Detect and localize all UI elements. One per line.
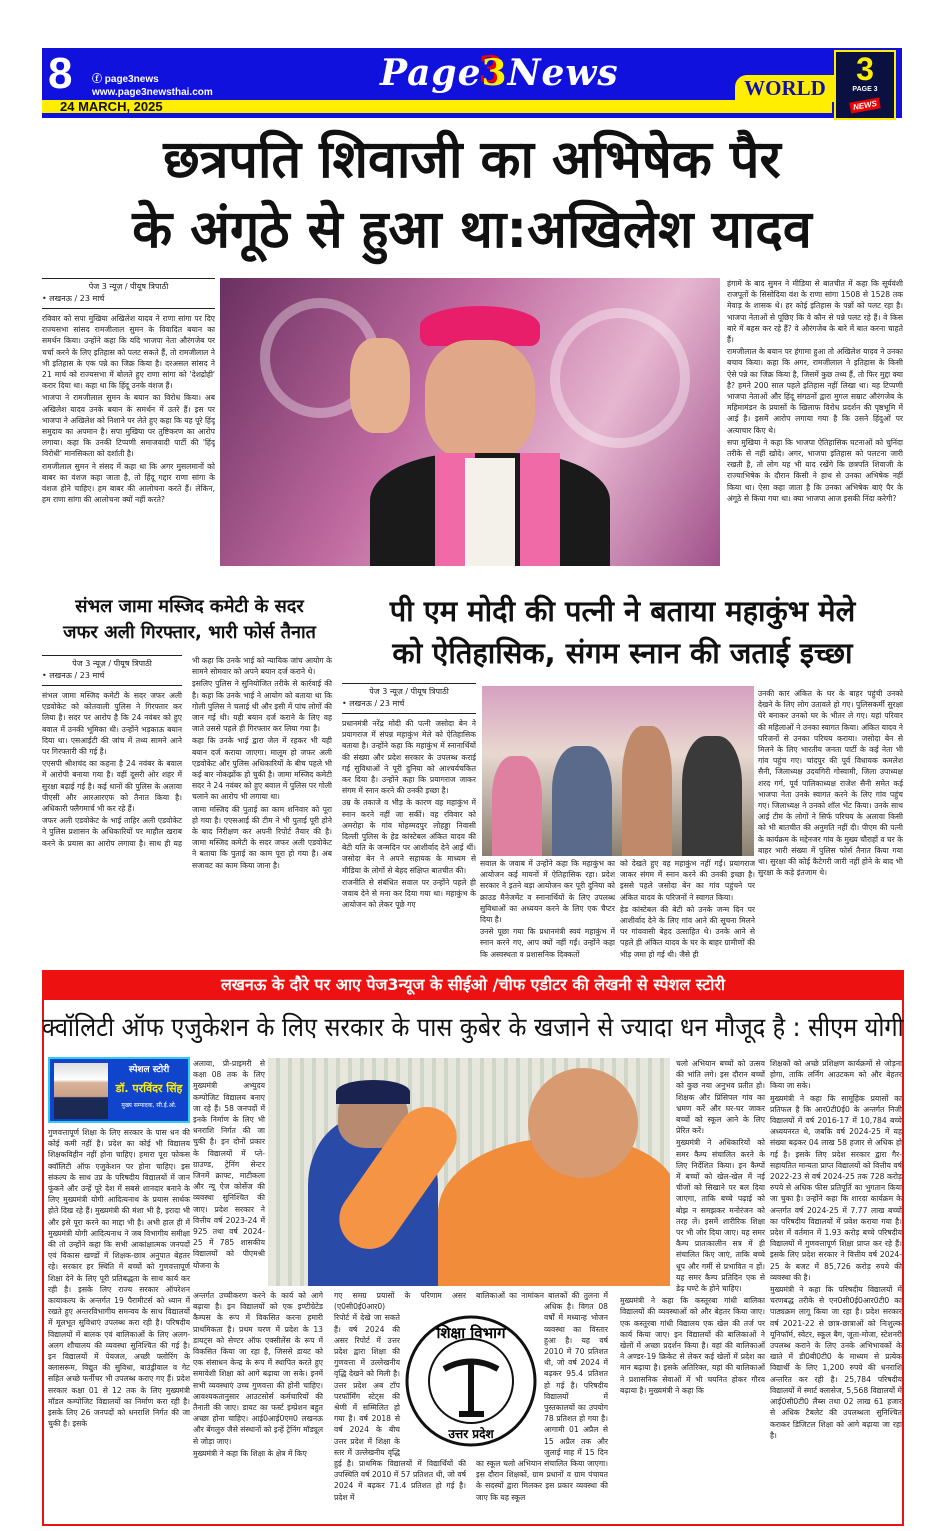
- modi-column-2: सवाल के जवाब में उन्होंने कहा कि महाकुंभ का आयोजन कई मायनों में ऐतिहासिक रहा। प्रदेश सरकार ने इतने बड़ा आयोजन कर पूरी दुनिया को क्राउड मैनेजमेंट व स्नानार्थियों के लिए उपलब्ध सुविधाओं का अध्ययन करने के लिए एक चैप्टर दिया है। उनसे पूछा गया कि प्रधानमंत्री स्वयं महाकुंभ में स्नान करने गए, आप क्यों नहीं गईं। उन्होंने कहा कि अस्वस्थता व प्रशासनिक दिक्कतों: [480, 859, 615, 959]
- brand-badge: 3 PAGE 3 NEWS: [834, 50, 896, 120]
- cm-yogi-photo: [268, 1058, 670, 1286]
- yogi-column-3: गए समग्र प्रयासों के परिणाम असर (ए0सी0ई0आर0) रिपोर्ट में देखे जा सकते हैं। वर्ष 2024 की असर रिपोर्ट में उत्तर प्रदेश द्वारा शिक्षा की गुणवत्ता में उल्लेखनीय वृद्धि देखने को मिली है। उत्तर प्रदेश अब टॉप परफॉर्मिंग स्टेट्स की श्रेणी में सम्मिलित हो गया है। वर्ष 2018 से वर्ष 2024 के बीच उत्तर प्रदेश में शिक्षा के स्तर में उल्लेखनीय वृद्धि हुई है। प्राथमिक विद्यालयों में विद्यार्थियों की उपस्थिति वर्ष 2010 में 57 प्रतिशत थी, जो वर्ष 2024 में बढ़कर 71.4 प्रतिशत हो गई है। प्रदेश में: [334, 1291, 466, 1502]
- author-box: [48, 1057, 190, 1123]
- yogi-column-5: चलो अभियान बच्चों को उत्सव की भांति लगे। इस दौरान बच्चों को कुछ नया अनुभव प्रतीत हो। शिक्षक और प्रिंसिपल गांव का भ्रमण करें और घर-घर जाकर बच्चों को स्कूल आने के लिए प्रेरित करें। मुख्यमंत्री ने अधिकारियों को समर कैम्प संचालित करने के लिए निर्देशित किया। इन कैम्पों में बच्चों को खेल-खेल में नई चीजों को सिखाने पर बल दिया जाएगा, ताकि बच्चे पढ़ाई को बोझ न समझकर मनोरंजन को तरह लें। इसमें शारीरिक शिक्षा पर भी जोर दिया जाए। यह समर कैम्प प्रातःकालीन सत्र में ही संचालित किए जाएं, ताकि बच्चे धूप और गर्मी से प्रभावित न हों। यह समर कैम्प प्रतिदिन एक से डेढ़ घण्टे के होने चाहिए। मुख्यमंत्री ने कहा कि कस्तूरबा गांधी बालिका विद्यालयों की व्यवस्थाओं को और बेहतर किया जाए। एक कस्तूरबा गांधी विद्यालय एक खेल की तर्ज पर कार्य किया जाए। इन विद्यालयों की बालिकाओं ने खेलों में अच्छा प्रदर्शन किया है। वहां की बालिकाओं ने अण्डर-19 क्रिकेट से लेकर कई खेलों में प्रदेश का मान बढ़ाया है। इसके अतिरिक्त, यहां की बालिकाओं ने प्रशासनिक सेवाओं में भी चयनित होकर गौरव बढ़ाया है। मुख्यमंत्री ने कहा कि: [620, 1059, 765, 1395]
- social-links: [92, 73, 213, 99]
- sambhal-headline-line-2: जफर अली गिरफ्तार, भारी फोर्स तैनात: [63, 622, 316, 643]
- modi-column-3: को देखते हुए वह महाकुंभ नहीं गईं। प्रयागराज जाकर संगम में स्नान करने की उनकी इच्छा है। इससे पहले जसोदा बेन का गांव पहुंचने पर अंकित यादव के परिजनों ने स्वागत किया। हेड कांस्टेबल की बेटी को उनके जन्म दिन पर आशीर्वाद देने के लिए गांव आने की सूचना मिलने पर गांववासी बेहद उत्साहित थे। उनके आने से पहले ही अंकित यादव के घर के बाहर ग्रामीणों की भीड़ जमा हो गई थी। जैसे ही: [620, 859, 755, 959]
- emblem-top-text: शिक्षा विभाग: [436, 1324, 506, 1342]
- sambhal-headline: [42, 594, 337, 646]
- modi-column-1: पेज 3 न्यूज़ / पीयूष त्रिपाठी • लखनऊ / 23 मार्च प्रधानमंत्री नरेंद्र मोदी की पत्नी जसोदा बेन ने प्रयागराज में संपन्न महाकुंभ मेले को ऐतिहासिक बताया है। उन्होंने कहा कि महाकुंभ में स्नानार्थियों की संख्या और प्रदेश सरकार के उपलब्ध कराई गई सुविधाओं ने पूरी दुनिया को आश्चर्यचकित कर दिया है। उन्होंने कहा कि प्रयागराज जाकर संगम में स्नान करने की उनकी इच्छा है। उम्र के तकाजे व भीड़ के कारण वह महाकुंभ में स्नान करने नहीं जा सकीं। वह रविवार को अमरोहा के गांव मोहम्मदपुर लोहड्डा निवासी दिल्ली पुलिस के हेड कांस्टेबल अंकित यादव की बेटी यति के जन्मदिन पर आशीर्वाद देने आई थीं। जसोदा बेन ने अपने सहायक के माध्यम से मीडिया के लोगों से बेहद संक्षिप्त बातचीत की। राजनीति से संबंधित सवाल पर उन्होंने पहले ही जवाब देने से मना कर दिया गया था। महाकुंभ के आयोजन को लेकर पूछे गए: [342, 683, 476, 963]
- modi-headline: [340, 590, 905, 674]
- special-story-banner: लखनऊ के दौरे पर आए पेज3न्यूज के सीईओ /चीफ एडीटर की लेखनी से स्पेशल स्टोरी: [42, 970, 904, 1000]
- lead-column-right: हंगामे के बाद सुमन ने मीडिया से बातचीत में कहा कि सूर्यवंशी राजपूतों के सिसोदिया वंश के राणा सांगा 1508 से 1528 तक मेवाड़ के शासक थे। हर कोई इतिहास के पन्नों को पलट रहा है। भाजपा नेताओं से पूछिए कि वे कौन से पन्ने पलट रहे हैं। वे किस बारे में बहस कर रहे हैं? वे औरंगजेब के बारे में बात करना चाहते हैं। रामजीलाल के बयान पर हंगामा हुआ तो अखिलेश यादव ने उनका बचाव किया। कहा कि अगर, रामजीलाल ने इतिहास के किसी ऐसे पन्ने का जिक्र किया है, जिसमें कुछ तथ्य हैं, तो फिर मुद्दा क्या है? हमने 200 साल पहले इतिहास नहीं लिखा था। यह टिप्पणी भाजपा नेताओं और हिंदू संगठनों द्वारा मुगल सम्राट औरंगजेब के महिमामंडन के प्रयासों के खिलाफ विरोध प्रदर्शन की पृष्ठभूमि में आई है। इसमें आरोप लगाया गया है कि उसने हिंदुओं पर अत्याचार किए थे। सपा मुखिया ने कहा कि भाजपा ऐतिहासिक घटनाओं को चुनिंदा तरीके से नहीं खोदे। अगर, भाजपा इतिहास को पलटना जारी रखती है, तो लोग यह भी याद रखेंगे कि छत्रपति शिवाजी के राज्याभिषेक के दौरान किसी ने हाथ से उनका अभिषेक नहीं किया था। ऐसा कहा जाता है कि उनका अभिषेक बाएं पैर के अंगूठे से किया गया था। क्या भाजपा आज इसकी निंदा करेगी?: [727, 279, 903, 503]
- modi-headline-line-2: को ऐतिहासिक, संगम स्नान की जताई इच्छा: [392, 636, 853, 670]
- page-number: 8: [48, 49, 73, 98]
- modi-headline-line-1: पी एम मोदी की पत्नी ने बताया महाकुंभ मेले: [389, 594, 856, 628]
- emblem-bottom-text: उत्तर प्रदेश: [448, 1427, 494, 1441]
- yogi-column-2b: अन्तर्गत उच्चीकरण करने के कार्य को आगे बढ़ाया है। इन विद्यालयों को एक इण्टीग्रेटेड कैम्पस के रूप में विकसित करना हमारी प्राथमिकता है। प्रथम चरण में प्रदेश के 13 डायट्स को सेण्टर ऑफ एक्सीलेंस के रूप में विकसित किया जा रहा है, जिससे डायट को एक संसाधन केन्द्र के रूप में स्थापित करते हुए समावेशी शिक्षा को आगे बढ़ाया जा सके। इनमें सभी व्यवस्थाएं उच्च गुणवत्ता की होनी चाहिए। आवश्यकतानुसार आउटसोर्स कर्मचारियों की तैनाती की जाए। डायट का फर्स्ट इम्प्रेशन बहुत अच्छा होना चाहिए। आई0आई0एम0 लखनऊ और बेंगलुरु जैसे संस्थानों को इन्हें ट्रेनिंग मॉड्यूल से जोड़ा जाए। मुख्यमंत्री ने कहा कि शिक्षा के क्षेत्र में किए: [193, 1291, 323, 1458]
- section-label: WORLD: [735, 75, 835, 102]
- lead-column-left: पेज 3 न्यूज़ / पीयूष त्रिपाठी • लखनऊ / 23 मार्च रविवार को सपा मुखिया अखिलेश यादव ने राणा सांगा पर दिए राज्यसभा सांसद रामजीलाल सुमन के विवादित बयान का समर्थन किया। उन्होंने कहा कि यदि भाजपा नेता औरंगजेब पर चर्चा करने के लिए इतिहास को पलट सकते हैं, तो रामजीलाल ने भी इतिहास के एक पन्ने का जिक्र किया है। दरअसल सांसद ने 21 मार्च को राज्यसभा में बोलते हुए राणा सांगा को 'देशद्रोही' करार दिया था। कहा था कि हिंदू उनके वंशज हैं। भाजपा ने रामजीलाल सुमन के बयान का विरोध किया। अब अखिलेश यादव उनके बयान के समर्थन में उतरे हैं। इस पर भाजपा ने अखिलेश को निशाने पर लेते हुए कहा कि यह पूरे हिंदू समुदाय का अपमान है। सपा मुखिया पर तुष्टिकरण का आरोप लगाया। कहा कि उनकी टिप्पणी समाजवादी पार्टी की 'हिंदू विरोधी' मानसिकता को दर्शाती है। रामजीलाल सुमन ने संसद में कहा था कि अगर मुसलमानों को बाबर का वंशज कहा जाता है, तो हिंदू गद्दार राणा सांगा के वंशज होने चाहिए। हम बाबर की आलोचना करते हैं। लेकिन, हम राणा सांगा की आलोचना क्यों नहीं करते?: [42, 278, 215, 590]
- jasoda-ben-photo: [482, 686, 754, 856]
- author-avatar: [54, 1063, 108, 1119]
- social-handle[interactable]: page3news: [104, 74, 159, 85]
- masthead-logo: Page3News: [380, 52, 619, 94]
- yogi-column-4: बालिकाओं का नामांकन बालकों की तुलना में अधिक है। विगत 08 वर्षों में मध्यान्ह भोजन व्यवस्था का विस्तार हुआ है। यह वर्ष 2010 में 70 प्रतिशत थी, जो वर्ष 2024 में बढ़कर 95.4 प्रतिशत हो गई है। परिषदीय विद्यालयों में पुस्तकालयों का उपयोग 78 प्रतिशत हो गया है। आगामी 01 अप्रैल से 15 अप्रैल तक और जुलाई माह में 15 दिन का स्कूल चलो अभियान संचालित किया जाएगा। इस दौरान शिक्षकों, ग्राम प्रधानों व ग्राम पंचायत के सदस्यों द्वारा मिलकर इस प्रकार व्यवस्था की जाए कि यह स्कूल: [476, 1291, 608, 1502]
- lead-headline-line-1: छत्रपति शिवाजी का अभिषेक पैर: [163, 130, 781, 190]
- lead-headline-line-2: के अंगूठे से हुआ था:अखिलेश यादव: [132, 200, 812, 260]
- yogi-headline: क्वॉलिटी ऑफ एजुकेशन के लिए सरकार के पास कुबेर के खजाने से ज्यादा धन मौजूद है : सीएम योगी: [42, 1013, 904, 1043]
- sambhal-headline-line-1: संभल जामा मस्जिद कमेटी के सदर: [75, 596, 304, 617]
- yogi-column-2: अलावा, प्री-प्राइमरी से कक्षा 08 तक के लिए मुख्यमंत्री अभ्युदय कम्पोजिट विद्यालय बनाए जा रहे हैं। 58 जनपदों में इनके निर्माण के लिए भी धनराशि निर्गत की जा चुकी है। इन दोनों प्रकार के विद्यालयों में प्ले-ग्राउण्ड, ट्रेनिंग सेन्टर जिनमें क्राफ्ट, माटीकला और न्यू ऐज कोर्सेज की व्यवस्था सुनिश्चित की जाए। प्रदेश सरकार ने वित्तीय वर्ष 2023-24 में 925 तथा वर्ष 2024-25 में 785 शासकीय विद्यालयों को पीएमश्री योजना के: [193, 1059, 265, 1270]
- yogi-column-6: शिक्षकों को अच्छे प्रशिक्षण कार्यक्रमों से जोड़ना होगा, ताकि लर्निंग आउटकम को और बेहतर किया जा सके। मुख्यमंत्री ने कहा कि सामूहिक प्रयासों का प्रतिफल है कि आर0टी0ई0 के अन्तर्गत निजी विद्यालयों में वर्ष 2016-17 में 10,784 बच्चे अध्ययनरत थे, जबकि वर्ष 2024-25 में यह संख्या बढ़कर 04 लाख 58 हजार से अधिक हो गई है। इसके लिए प्रदेश सरकार द्वारा गैर-सहायतित मान्यता प्राप्त विद्यालयों को वित्तीय वर्ष 2022-23 से वर्ष 2024-25 तक 728 करोड़ रुपये से अधिक फीस प्रतिपूर्ति का भुगतान किया जा चुका है। उन्होंने कहा कि शारदा कार्यक्रम के अन्तर्गत वर्ष 2024-25 में 7.77 लाख बच्चों का परिषदीय विद्यालयों में प्रवेश कराया गया है। प्रदेश में वर्तमान में 1.93 करोड़ बच्चे परिषदीय विद्यालयों में गुणवत्तापूर्ण शिक्षा प्राप्त कर रहे हैं। इसके लिए प्रदेश सरकार ने वित्तीय वर्ष 2024-25 के बजट में 85,726 करोड़ रुपये की व्यवस्था की है। मुख्यमंत्री ने कहा कि परिषदीय विद्यालयों में चरणबद्ध तरीके से एन0सी0ई0आर0टी0 का पाठ्यक्रम लागू किया जा रहा है। प्रदेश सरकार वर्ष 2021-22 से छात्र-छात्राओं को निःशुल्क यूनिफॉर्म, स्वेटर, स्कूल बैग, जूता-मोजा, स्टेशनरी उपलब्ध कराने के लिए उनके अभिभावकों के खाते में डी0बी0टी0 के माध्यम से प्रत्येक विद्यार्थी के लिए 1,200 रुपये की धनराशि अन्तरित कर रही है। 25,784 परिषदीय विद्यालयों में स्मार्ट क्लासेज, 5,568 विद्यालयों में आई0सी0टी0 लैब्स तथा 02 लाख 61 हजार से अधिक टैबलेट की उपलब्धता सुनिश्चित कराकर डिजिटल शिक्षा को आगे बढ़ाया जा रहा है।: [770, 1059, 902, 1440]
- lead-headline: [42, 125, 902, 265]
- author-name: डॉ. परविंदर सिंह: [115, 1082, 183, 1095]
- akhilesh-yadav-photo: [220, 278, 720, 566]
- issue-date: 24 MARCH, 2025: [60, 99, 163, 114]
- facebook-icon: ⓕ: [92, 74, 105, 85]
- header-rule: [42, 113, 902, 117]
- author-tag: स्पेशल स्टोरी: [128, 1065, 170, 1075]
- yogi-column-1: गुणवत्तापूर्ण शिक्षा के लिए सरकार के पास धन की कोई कमी नहीं है। प्रदेश का कोई भी विद्यालय शिक्षकविहीन नहीं होना चाहिए। हमारा पूरा फोकस क्वॉलिटी ऑफ एजुकेशन पर होना चाहिए। इस संकल्प के साथ उप्र के परिषदीय विद्यालयों में जान फूंकने और उन्हें पूरे देश में सबसे शानदार बनाने के लिए मुख्यमंत्री योगी आदित्यनाथ के प्रयास सार्थक होते दिख रहे हैं। मुख्यमंत्री की मंशा भी है, इरादा भी और इसे पूरा करने का माद्दा भी है। अभी हाल ही में मुख्यमंत्री योगी आदित्यनाथ ने जब विभागीय समीक्षा की तो उन्होंने कहा कि सभी आकांक्षात्मक जनपदों एवं विकास खण्डों में शिक्षक-छात्र अनुपात बेहतर रहे। सरकार हर स्थिति में बच्चों को गुणवत्तापूर्ण शिक्षा देने के लिए पूरी प्रतिबद्धता के साथ कार्य कर रही है। इसके लिए राज्य सरकार ऑपरेशन कायाकल्प के अन्तर्गत 19 पैरामीटर्स को ध्यान में रखते हुए अन्तरविभागीय समन्वय के साथ विद्यालयों में मूलभूत सुविधाएं उपलब्ध करा रही है। परिषदीय विद्यालयों में बालक एवं बालिकाओं के लिए अलग-अलग शौचालय की व्यवस्था सुनिश्चित की गई है। इन विद्यालयों में पेयजल, अच्छी फ्लोरिंग के क्लासरूम, विद्युत की सुविधा, बाउंड्रीवाल व गेट सहित अच्छे फर्नीचर भी उपलब्ध कराए गए हैं। प्रदेश सरकार कक्षा 01 से 12 तक के लिए मुख्यमंत्री मॉडल कम्पोजिट विद्यालयों का निर्माण करा रही है। इसके लिए 26 जनपदों को धनराशि निर्गत की जा चुकी है। इसके: [48, 1128, 190, 1429]
- modi-column-4: उनकी कार अंकित के घर के बाहर पहुंची उनको देखने के लिए लोग उतावले हो गए। पुलिसकर्मी सुरक्षा घेरे बनाकर उनको घर के भीतर ले गए। यहां परिवार की महिलाओं ने उनका स्वागत किया। अंकित यादव ने परिजनों से उनका परिचय कराया। जसोदा बेन से मिलने के लिए भारतीय जनता पार्टी के कई नेता भी गांव पहुंच गए। चांदपुर की पूर्व विधायक कमलेश सैनी, जिलाध्यक्ष उदयगिरी गोस्वामी, जिला उपाध्यक्ष शरद गर्ग, पूर्व पालिकाध्यक्ष राजेश सैनी समेत कई भाजपा नेता उनके स्वागत करने के लिए गांव पहुंच गए। जिलाध्यक्ष ने उनको शॉल भेंट किया। उनके साथ आई टीम के लोगों ने सिर्फ परिचय के अलावा किसी को भी बातचीत की अनुमति नहीं दी। पीएम की पत्नी के कार्यक्रम के मद्देनजर गांव के मुख्य चौराहों व घर के बाहर भारी संख्या में पुलिस फोर्स तैनात किया गया था। सुरक्षा की कोई कैटेगरी जारी नहीं होने के बाद भी सुरक्षा के कड़े इंतजाम थे।: [758, 689, 903, 878]
- sambhal-article: पेज 3 न्यूज़ / पीयूष त्रिपाठी • लखनऊ / 23 मार्च संभल जामा मस्जिद कमेटी के सदर जफर अली एडवोकेट को कोतवाली पुलिस ने गिरफ्तार कर लिया है। सदर पर आरोप है कि 24 नवंबर को हुए बवाल में उनकी भूमिका थी। उन्होंने भड़काऊ बयान दिया था। एसआईटी की जांच में तथ्य सामने आने पर गिरफ्तारी की गई है। एएसपी श्रीशचंद का कहना है 24 नवंबर के बवाल में आरोपी बनाया गया है। वहीं दूसरी ओर शहर में सुरक्षा बढ़ाई गई है। कई थानों की पुलिस के अलावा पीएसी और आरआरएफ को तैनात किया है। अधिकारी फ्लैगमार्च भी कर रहे हैं। जफर अली एडवोकेट के भाई ताहिर अली एडवोकेट ने पुलिस प्रशासन के अधिकारियों पर माहौल खराब करने के प्रयास का आरोप लगाया है। साथ ही यह भी कहा कि उनके भाई को न्यायिक जांच आयोग के सामने सोमवार को अपने बयान दर्ज कराने थे। इसलिए पुलिस ने सुनियोजित तरीके से कार्रवाई की है। कहा कि उनके भाई ने आयोग को बताया था कि गोली पुलिस ने चलाई थी और इसी में पांच लोगों की जान गई थी। यही बयान दर्ज कराने के लिए वह जाते उससे पहले ही गिरफ्तार कर लिया गया है। कहा कि उनके भाई द्वारा जेल में रहकर भी यही बयान दर्ज कराया जाएगा। मालूम हो जफर अली एडवोकेट और पुलिस अधिकारियों के बीच पहले भी कई बार नोकझोंक हो चुकी है। जामा मस्जिद कमेटी सदर ने 24 नवंबर को हुए बवाल में पुलिस पर गोली चलाने का आरोप भी लगाया था। जामा मस्जिद की पुताई का काम शनिवार को पूरा हो गया है। एएसआई की टीम ने भी पुताई पूरी होने के बाद निरीक्षण कर अपनी रिपोर्ट तैयार की है। जामा मस्जिद कमेटी के सदर जफर अली एडवोकेट ने बताया कि पुताई का काम पूरा हो गया है। अब सजावट का काम किया जाना है।: [42, 656, 332, 870]
- website-link[interactable]: www.page3newsthai.com: [92, 87, 213, 98]
- author-role: मुख्य सम्पादक, सी.ई.ओ.: [121, 1102, 177, 1109]
